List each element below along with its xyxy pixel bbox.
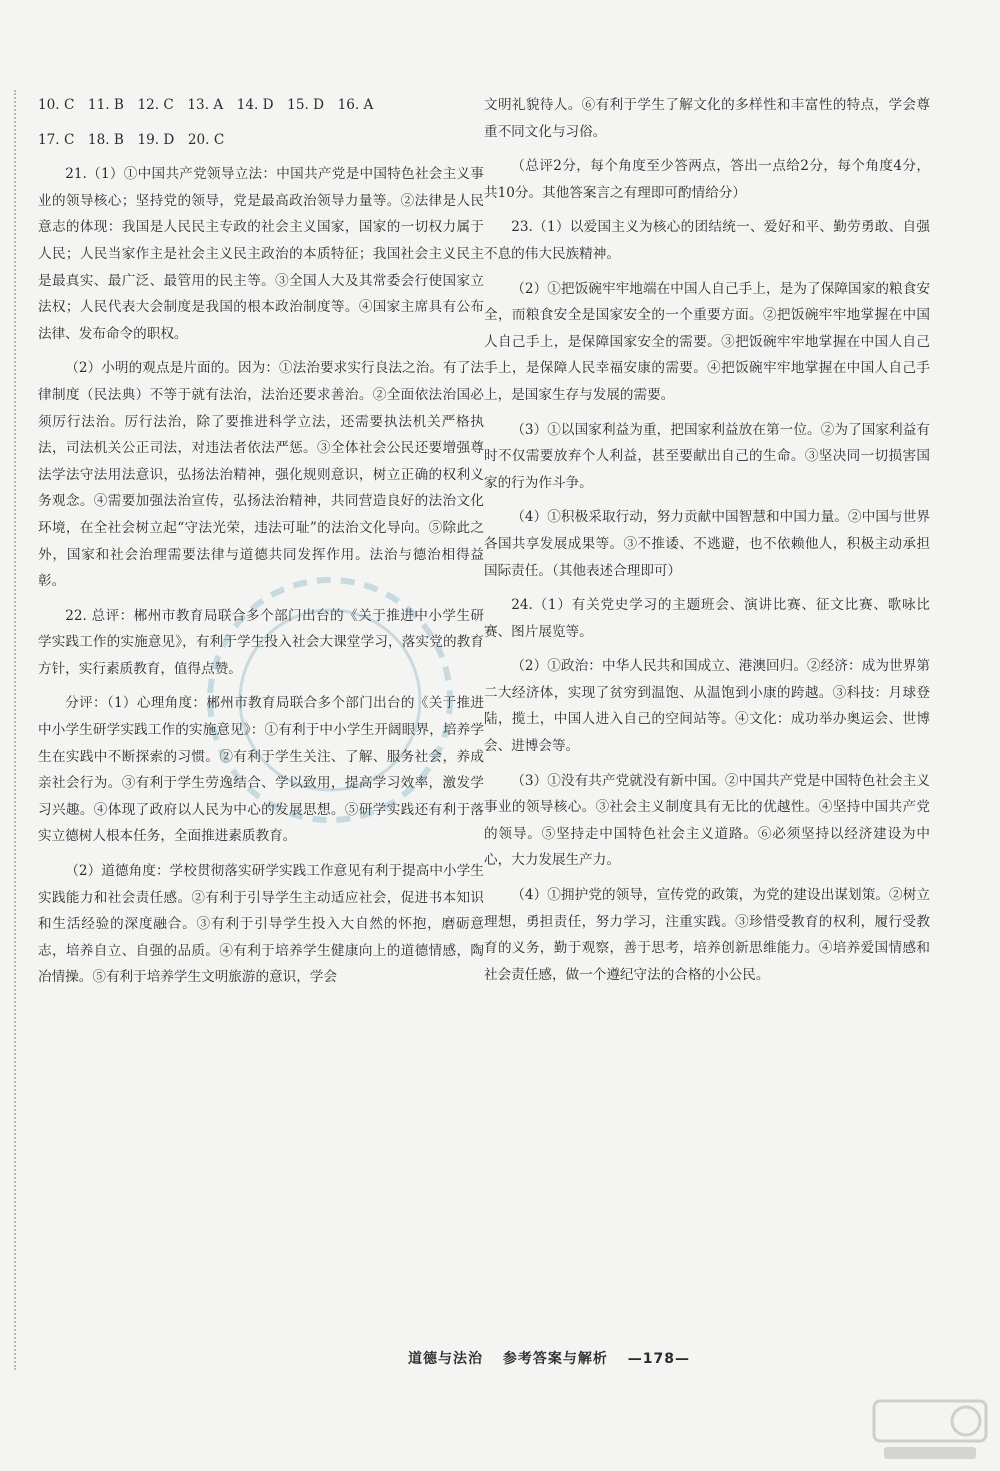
answer-line-mc-2: 17. C 18. B 19. D 20. C <box>38 131 225 148</box>
answer-23-part1: 23.（1）以爱国主义为核心的团结统一、爱好和平、勤劳勇敢、自强不息的伟大民族精神。 <box>484 219 930 262</box>
answer-23-part2: （2）①把饭碗牢牢地端在中国人自己手上，是为了保障国家的粮食安全，而粮食安全是国家安全的一个重要方面。②把饭碗牢牢地掌握在中国人自己手上，是保障国家安全的需要。③把饭碗牢牢地掌握在中国人自己手上，是保障人民幸福安康的需要。④把饭碗牢牢地掌握在中国人自己手上，是国家生存与发展的需要。 <box>484 280 930 403</box>
answer-22-continued: 文明礼貌待人。⑥有利于学生了解文化的多样性和丰富性的特点，学会尊重不同文化与习俗。 <box>484 97 930 140</box>
answer-line-mc-1: 10. C 11. B 12. C 13. A 14. D 15. D 16. A <box>38 97 374 113</box>
watermark-stamp-mid <box>120 560 540 840</box>
left-column <box>38 92 484 999</box>
answer-22-overall: 22. 总评：郴州市教育局联合多个部门出台的《关于推进中小学生研学实践工作的实施意见》，有利于学生投入社会大课堂学习，落实党的教育方针，实行素质教育，值得点赞。 <box>38 607 484 677</box>
answer-24-part1: 24.（1）有关党史学习的主题班会、演讲比赛、征文比赛、歌咏比赛、图片展览等。 <box>484 597 930 640</box>
answer-23-part3: （3）①以国家利益为重，把国家利益放在第一位。②为了国家利益有时不仅需要放弃个人利益，甚至要献出自己的生命。③坚决同一切损害国家的行为作斗争。 <box>484 421 930 491</box>
answer-24-part2: （2）①政治：中华人民共和国成立、港澳回归。②经济：成为世界第二大经济体，实现了贫穷到温饱、从温饱到小康的跨越。③科技：月球登陆，揽土，中国人进入自己的空间站等。④文化：成功举办奥运会、世博会、进博会等。 <box>484 658 930 755</box>
footer-section: 参考答案与解析 <box>502 1351 608 1367</box>
watermark-logo <box>870 1395 990 1465</box>
footer-page-number: —178— <box>627 1351 690 1367</box>
answer-22-psychology: 分评：（1）心理角度：郴州市教育局联合多个部门出台的《关于推进中小学生研学实践工作的实施意见》：①有利于中小学生开阔眼界，培养学生在实践中不断探索的习惯。②有利于学生关注、了解、服务社会，养成亲社会行为。③有利于学生劳逸结合、学以致用，提高学习效率，激发学习兴趣。④体现了政府以人民为中心的发展思想。⑤研学实践还有利于落实立德树人根本任务，全面推进素质教育。 <box>38 695 484 845</box>
answer-22-morality: （2）道德角度：学校贯彻落实研学实践工作意见有利于提高中小学生实践能力和社会责任感。②有利于引导学生主动适应社会，促进书本知识和生活经验的深度融合。③有利于引导学生投入大自然的怀抱，磨砺意志，培养自立、自强的品质。④有利于培养学生健康向上的道德情感，陶冶情操。⑤有利于培养学生文明旅游的意识，学会 <box>38 863 484 986</box>
page-footer <box>408 1348 704 1368</box>
right-column <box>484 92 930 996</box>
binding-dotted-line <box>14 90 16 1370</box>
answer-22-scoring-note: （总评2分，每个角度至少答两点，答出一点给2分，每个角度4分，共10分。其他答案言之有理即可酌情给分） <box>484 158 930 201</box>
answer-21-part2: （2）小明的观点是片面的。因为：①法治要求实行良法之治。有了法律制度（民法典）不等于就有法治，法治还要求善治。②全面依法治国必须厉行法治。厉行法治，除了要推进科学立法，还需要执法机关严格执法，司法机关公正司法，对违法者依法严惩。③全体社会公民还要增强尊法学法守法用法意识，弘扬法治精神，强化规则意识，树立正确的权利义务观念。④需要加强法治宣传，弘扬法治精神，共同营造良好的法治文化环境，在全社会树立起“守法光荣，违法可耻”的法治文化导向。⑤除此之外，国家和社会治理需要法律与道德共同发挥作用。法治与德治相得益彰。 <box>38 360 484 590</box>
answer-23-part4: （4）①积极采取行动，努力贡献中国智慧和中国力量。②中国与世界各国共享发展成果等。③不推诿、不逃避，也不依赖他人，积极主动承担国际责任。（其他表述合理即可） <box>484 509 930 579</box>
answer-21-part1: 21.（1）①中国共产党领导立法：中国共产党是中国特色社会主义事业的领导核心；坚持党的领导，党是最高政治领导力量等。②法律是人民意志的体现：我国是人民民主专政的社会主义国家，国家的一切权力属于人民；人民当家作主是社会主义民主政治的本质特征；我国社会主义民主是最真实、最广泛、最管用的民主等。③全国人大及其常委会行使国家立法权；人民代表大会制度是我国的根本政治制度等。④国家主席具有公布法律、发布命令的职权。 <box>38 166 484 342</box>
footer-subject: 道德与法治 <box>408 1351 483 1367</box>
answer-24-part4: （4）①拥护党的领导，宣传党的政策，为党的建设出谋划策。②树立理想，勇担责任，努力学习，注重实践。③珍惜受教育的权利，履行受教育的义务，勤于观察，善于思考，培养创新思维能力。④培养爱国情感和社会责任感，做一个遵纪守法的合格的小公民。 <box>484 887 930 983</box>
answer-24-part3: （3）①没有共产党就没有新中国。②中国共产党是中国特色社会主义事业的领导核心。③社会主义制度具有无比的优越性。④坚持中国共产党的领导。⑤坚持走中国特色社会主义道路。⑥必须坚持以经济建设为中心，大力发展生产力。 <box>484 772 930 869</box>
